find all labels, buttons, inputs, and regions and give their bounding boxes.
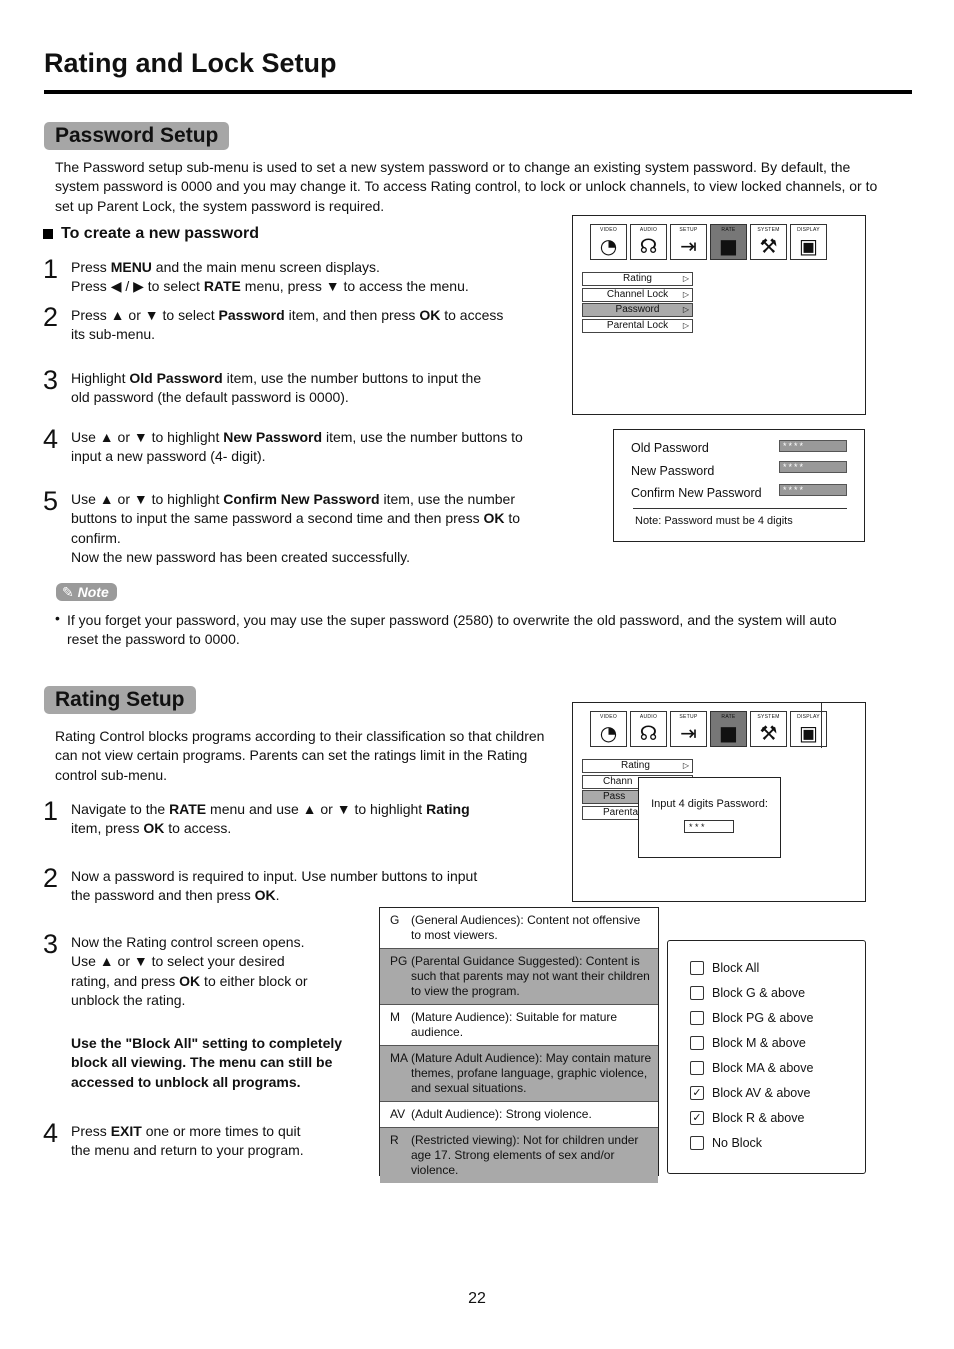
step-fragment: to	[504, 510, 521, 527]
step-text	[71, 933, 308, 1011]
step-fragment: and the main menu screen displays.	[151, 259, 380, 275]
step-bold-term: OK	[419, 307, 441, 323]
step-bold-term: New Password	[223, 429, 323, 445]
password-setup-heading: Password Setup	[44, 122, 229, 150]
rate-menu-item-label: Chann	[603, 775, 633, 787]
menu-tab-label: DISPLAY	[797, 227, 820, 233]
password-dialog	[613, 429, 865, 542]
step-fragment: menu and use ▲ or ▼ to highlight	[206, 801, 427, 817]
step-number: 1	[43, 254, 59, 284]
wrench-icon: ⚒	[759, 234, 778, 258]
dialog-divider	[633, 508, 847, 509]
pencil-icon: ✎	[62, 585, 74, 601]
step-bold-term: MENU	[110, 259, 152, 275]
block-option-label: Block G & above	[712, 985, 806, 1000]
video-icon: ◔	[599, 234, 618, 258]
block-option-label: Block M & above	[712, 1035, 806, 1050]
menu-tab-label: VIDEO	[599, 714, 618, 720]
step-fragment: buttons to input the same password a second time and then press	[71, 510, 484, 527]
headphones-icon: ☊	[639, 234, 658, 258]
step-fragment: Now the new password has been created successfully.	[71, 549, 411, 566]
rating-code: AV	[390, 1107, 406, 1121]
checkbox-icon[interactable]	[690, 1011, 704, 1025]
new-password-label: New Password	[631, 464, 715, 478]
lock-icon: ■	[719, 721, 738, 745]
step-text	[71, 490, 551, 568]
block-options-list	[690, 955, 813, 1155]
step-fragment: Highlight	[71, 370, 130, 386]
menu-tab-label: RATE	[721, 227, 736, 233]
block-option[interactable]	[690, 1105, 813, 1130]
block-option[interactable]	[690, 1130, 813, 1155]
checkbox-icon[interactable]	[690, 986, 704, 1000]
block-option[interactable]	[690, 1030, 813, 1055]
step-fragment: to access.	[164, 820, 232, 837]
block-option-label: Block PG & above	[712, 1010, 814, 1025]
rate-menu-item[interactable]	[582, 759, 693, 773]
step-fragment: Now a password is required to input. Use number buttons to input	[71, 868, 478, 884]
step-fragment: Navigate to the	[71, 801, 170, 817]
step-fragment: item, and then press	[284, 307, 420, 323]
rate-menu-item-label: Pass	[603, 791, 626, 802]
block-option[interactable]	[690, 980, 813, 1005]
step-fragment: the menu and return to your program.	[71, 1142, 304, 1159]
step-text	[71, 306, 551, 345]
confirm-password-field[interactable]: ****	[779, 484, 847, 496]
step-bold-term: RATE	[169, 801, 207, 817]
step-fragment: confirm.	[71, 529, 121, 546]
step-bold-term: OK	[254, 887, 276, 904]
rate-menu-item-label: Parenta	[603, 806, 639, 818]
step-fragment: .	[275, 887, 280, 904]
rate-menu-item-label: Parental Lock	[606, 319, 669, 331]
rating-code: R	[390, 1133, 399, 1147]
rate-menu-item-label: Channel Lock	[606, 288, 669, 300]
step-text	[71, 800, 470, 839]
chevron-right-icon: ▷	[682, 289, 689, 299]
video-icon: ◔	[599, 721, 618, 745]
step-bold-term: OK	[143, 820, 165, 837]
setup-icon: ⇥	[680, 234, 697, 258]
password-input-dialog	[638, 777, 781, 858]
step-number: 3	[43, 365, 59, 395]
block-option[interactable]	[690, 1080, 813, 1105]
old-password-field[interactable]: ****	[779, 440, 847, 452]
rating-code: M	[390, 1010, 400, 1024]
step-fragment: item, use the number	[379, 491, 516, 507]
step-bold-term: EXIT	[110, 1123, 142, 1139]
new-password-field[interactable]: ****	[779, 461, 847, 473]
rating-description: (Mature Adult Audience): May contain mature themes, profane language, graphic violence, and sexual situations.	[411, 1051, 652, 1095]
step-text	[71, 258, 551, 297]
rating-setup-intro: Rating Control blocks programs according to their classification so that children can not view certain programs. Parents can set the ratings limit in the Rating control sub-menu.	[55, 728, 545, 783]
note-label: Note	[77, 584, 109, 600]
rate-menu-item-label: Rating	[621, 760, 650, 771]
menu-tab-label: VIDEO	[599, 227, 618, 233]
step-bold-term: OK	[483, 510, 505, 527]
password-setup-intro: The Password setup sub-menu is used to set a new system password or to change an existing system password. By default, the system password is 0000 and you may change it. To access Rating control, to lock or unlock channels, to view locked channels, or to set up Parent Lock, the system password is required.	[55, 159, 878, 214]
step-fragment: the password and then press	[71, 887, 255, 904]
password-input-field[interactable]: * * *	[684, 820, 734, 833]
menu-tab-label: AUDIO	[639, 714, 658, 720]
checkbox-checked-icon[interactable]: ✓	[690, 1086, 704, 1100]
lock-icon: ■	[719, 234, 738, 258]
step-number: 2	[43, 302, 59, 332]
step-fragment: to select	[143, 278, 204, 295]
checkbox-checked-icon[interactable]: ✓	[690, 1111, 704, 1125]
rating-code: MA	[390, 1051, 408, 1065]
rate-menu-item-label: Password	[615, 304, 660, 315]
menu-tab-label: DISPLAY	[797, 714, 820, 720]
menu-tab-label: SYSTEM	[757, 714, 780, 720]
rating-row-av	[380, 1102, 658, 1127]
block-option-label: No Block	[712, 1135, 763, 1150]
step-fragment: item, use the number buttons to	[322, 429, 523, 445]
rating-description: (Restricted viewing): Not for children under age 17. Strong elements of sex and/or violence.	[411, 1133, 639, 1177]
step-fragment: input a new password (4- digit).	[71, 448, 266, 465]
block-option-label: Block AV & above	[712, 1085, 811, 1100]
menu-tab-label: SETUP	[679, 714, 698, 720]
step-bold-term: OK	[179, 972, 201, 989]
rating-code: PG	[390, 954, 408, 968]
create-password-subheading	[43, 225, 259, 243]
step-fragment: Press ▲ or ▼ to select	[71, 307, 219, 323]
block-option[interactable]	[690, 1005, 813, 1030]
page-title: Rating and Lock Setup	[44, 48, 337, 78]
menu-tab-label: SYSTEM	[757, 227, 780, 233]
step-fragment: one or more times to quit	[141, 1123, 301, 1139]
checkbox-icon[interactable]	[690, 1136, 704, 1150]
step-bold-term: Rating	[426, 801, 470, 817]
step-text	[71, 369, 551, 408]
wrench-icon: ⚒	[759, 721, 778, 745]
rating-row-ma	[380, 1046, 658, 1101]
step-bold-term: RATE	[203, 278, 241, 295]
step-bold-term: Old Password	[129, 370, 223, 386]
subheading-text: To create a new password	[61, 225, 259, 242]
step-fragment: old password (the default password is 0000).	[71, 389, 349, 406]
display-icon: ▣	[799, 721, 818, 745]
chevron-right-icon: ▷	[682, 320, 689, 330]
step-fragment: Press	[71, 1123, 111, 1139]
step-fragment: unblock the rating.	[71, 992, 186, 1009]
step-text	[71, 867, 477, 906]
rate-menu-list	[573, 216, 865, 414]
setup-icon: ⇥	[680, 721, 697, 745]
password-note: Note: Password must be 4 digits	[635, 515, 793, 527]
rating-password-screen	[572, 702, 866, 902]
step-fragment: Use ▲ or ▼ to select your desired	[71, 953, 285, 970]
block-option[interactable]	[690, 955, 813, 980]
step-fragment: to access	[440, 307, 504, 323]
step-fragment: ▼	[325, 278, 340, 295]
note-text: If you forget your password, you may use the super password (2580) to overwrite the old password, and the system will auto reset the password to 0000.	[67, 612, 837, 648]
step-text	[71, 428, 551, 467]
rating-code: G	[390, 913, 400, 927]
step-fragment: rating, and press	[71, 972, 180, 989]
step-fragment: menu, press	[240, 278, 326, 295]
step-number: 3	[43, 929, 59, 959]
rating-row-m	[380, 1005, 658, 1045]
block-option-label: Block All	[712, 960, 760, 975]
chevron-right-icon: ▷	[682, 305, 689, 314]
rating-description: (Parental Guidance Suggested): Content is such that parents may not want their children to view the program.	[411, 954, 650, 998]
step-fragment: Press	[71, 278, 111, 295]
page-number: 22	[468, 1290, 486, 1307]
rating-row-r	[380, 1128, 658, 1183]
step-fragment: Now the Rating control screen opens.	[71, 934, 305, 950]
step-number: 5	[43, 486, 59, 516]
block-option-label: Block MA & above	[712, 1060, 814, 1075]
ratings-table	[379, 907, 659, 1176]
step-fragment: to access the menu.	[339, 278, 469, 295]
checkbox-icon[interactable]	[690, 1036, 704, 1050]
square-bullet-icon	[43, 229, 53, 239]
step-number: 4	[43, 424, 59, 454]
step-number: 2	[43, 863, 59, 893]
confirm-password-label: Confirm New Password	[631, 486, 762, 500]
old-password-label: Old Password	[631, 441, 709, 455]
menu-tab-label: RATE	[721, 714, 736, 720]
step-number: 1	[43, 796, 59, 826]
rate-menu-item[interactable]	[582, 288, 693, 302]
rating-row-pg	[380, 949, 658, 1004]
step-fragment: Use ▲ or ▼ to highlight	[71, 491, 224, 507]
rating-description: (General Audiences): Content not offensive to most viewers.	[411, 913, 641, 942]
block-options-panel	[667, 940, 866, 1174]
block-all-tip: Use the "Block All" setting to completely block all viewing. The menu can still be accessed to unblock all programs.	[71, 1035, 343, 1090]
step-fragment: Press	[71, 259, 111, 275]
step-fragment: to either block or	[200, 972, 308, 989]
menu-tab-label: AUDIO	[639, 227, 658, 233]
chevron-right-icon: ▷	[682, 274, 689, 283]
title-rule	[44, 90, 912, 94]
rating-description: (Adult Audience): Strong violence.	[411, 1107, 592, 1121]
note-badge	[56, 584, 117, 602]
block-option-label: Block R & above	[712, 1110, 805, 1125]
step-bold-term: Confirm New Password	[223, 491, 380, 507]
block-option[interactable]	[690, 1055, 813, 1080]
chevron-right-icon: ▷	[682, 761, 689, 770]
rate-menu-item-label: Rating	[623, 273, 652, 284]
step-number: 4	[43, 1118, 59, 1148]
step-fragment: item, use the number buttons to input the	[222, 370, 482, 386]
display-icon: ▣	[799, 234, 818, 258]
bullet-dot: •	[55, 610, 60, 626]
step-text	[71, 1122, 304, 1161]
rating-setup-heading: Rating Setup	[44, 686, 196, 714]
rate-menu-screen	[572, 215, 866, 415]
rate-menu-item[interactable]	[582, 303, 693, 317]
step-fragment: ◀ / ▶	[110, 278, 144, 295]
headphones-icon: ☊	[639, 721, 658, 745]
step-bold-term: Password	[218, 307, 285, 323]
menu-tab-label: SETUP	[679, 227, 698, 233]
step-fragment: item, press	[71, 820, 144, 837]
checkbox-icon[interactable]	[690, 1061, 704, 1075]
rate-menu-item[interactable]	[582, 319, 693, 333]
rate-menu-item[interactable]	[582, 272, 693, 286]
input-prompt: Input 4 digits Password:	[651, 798, 768, 810]
step-fragment: its sub-menu.	[71, 326, 156, 343]
rating-row-g	[380, 908, 658, 948]
checkbox-icon[interactable]	[690, 961, 704, 975]
rating-description: (Mature Audience): Suitable for mature audience.	[411, 1010, 618, 1039]
step-fragment: Use ▲ or ▼ to highlight	[71, 429, 224, 445]
